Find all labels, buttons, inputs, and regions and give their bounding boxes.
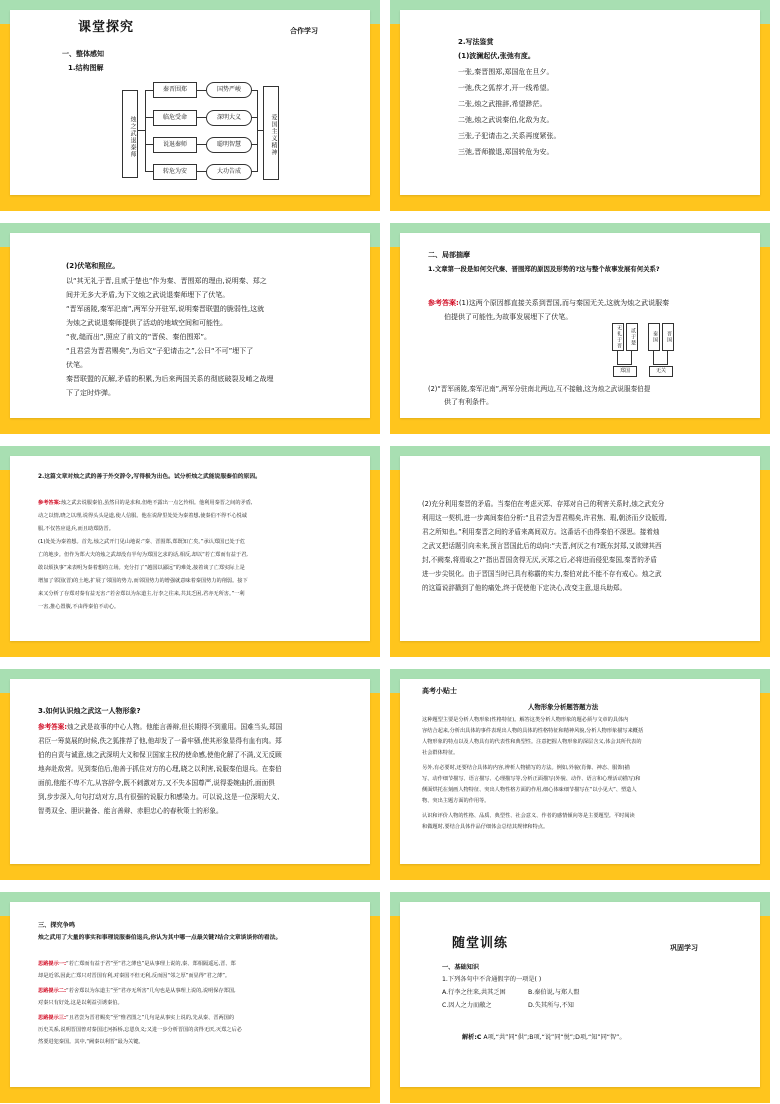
section-tag: 合作学习 xyxy=(290,27,318,35)
answer-line: 增加了邻国(晋)的土地,扩展了邻国的势力,而邻国势力的增强就意味着秦国势力的削弱。接下 xyxy=(38,578,248,584)
tip-line: 侧面烘托在刻画人物特征、突出人物性格方面的作用,细心体味细节描写在“以小见大”、塑造人 xyxy=(422,787,637,793)
text-line: 二弛,烛之武说秦伯,化敌为友。 xyxy=(458,116,554,124)
text-line: 间并无多大矛盾,为下文烛之武说退秦师埋下了伏笔。 xyxy=(66,291,230,299)
slide-card xyxy=(10,902,370,1087)
diagram-oval: 聪明智慧 xyxy=(206,137,252,153)
text-line: 进一步尖锐化。由于晋国当时已具有称霸的实力,秦伯对此不能不存有戒心。烛之武 xyxy=(422,570,662,578)
slide-card xyxy=(400,902,760,1087)
subheading: (1)波澜起伏,张弛有度。 xyxy=(458,52,535,60)
slide-2[interactable] xyxy=(390,0,770,211)
diagram-theme-box: 爱国主义精神 xyxy=(263,86,279,180)
slide-5[interactable] xyxy=(0,446,380,657)
text-line: 封,不阙秦,将焉取之?”指出晋国贪得无厌,灭郑之后,必将进而侵犯秦国,秦晋的矛盾 xyxy=(422,556,657,564)
answer-line: (1)处处为秦着想。首先,烛之武开门见山地说:“秦、晋围郑,郑既知亡矣。”承认郑国已处于危 xyxy=(38,539,246,545)
diagram-box: 无关 xyxy=(649,366,673,377)
hint-line: 然要进犯秦国。其中,“阙秦以利晋”最为关键。 xyxy=(38,1039,144,1045)
hint-line xyxy=(38,959,236,970)
tip-line: 物、突出主题方面的作用等。 xyxy=(422,798,490,804)
question: 烛之武用了大量的事实和事理说服秦伯退兵,你认为其中哪一点最关键?结合文章谈谈你的看法。 xyxy=(38,935,282,941)
heading: 2.写法鉴赏 xyxy=(458,38,494,46)
text-line: “晋军函陵,秦军氾南”,两军分开驻军,说明秦晋联盟的脆弱性,这就 xyxy=(66,305,265,313)
text-line: 为烛之武说退秦师提供了活动的地域空间和可能性。 xyxy=(66,319,227,327)
answer-line: 地奔赴敌营。见到秦伯后,他善于抓住对方的心理,晓之以利害,说服秦伯退兵。在秦伯 xyxy=(38,765,282,773)
answer-line: 伯提供了可能性,为故事发展埋下了伏笔。 xyxy=(444,313,573,321)
text-line: 三张,子犯请击之,关系再度紧张。 xyxy=(458,132,561,140)
answer-line: 到,步步深入,句句打动对方,具有很强的说服力和感染力。可以说,这是一位深明大义、 xyxy=(38,793,284,801)
text-line: 一张,秦晋围郑,郑国危在旦夕。 xyxy=(458,68,554,76)
text-line: 秦晋联盟的瓦解,矛盾的积累,为后来两国关系的彻底破裂及崤之战埋 xyxy=(66,375,274,383)
slide-card xyxy=(400,233,760,418)
answer-line xyxy=(462,1032,626,1044)
tip-line: 这种题型主要是分析人物形象(性格特征)。解答这类分析人物形象的题必须与文章的具体内 xyxy=(422,717,629,723)
subheading: (2)伏笔和照应。 xyxy=(66,262,120,270)
slide-card xyxy=(400,10,760,195)
answer-line xyxy=(428,297,669,309)
slide-card xyxy=(400,456,760,641)
answer-text: (1)这两个原因都直接关系到晋国,而与秦国无关,这就为烛之武说服秦 xyxy=(458,299,670,307)
answer-text: A项,“共”同“供”;B项,“说”同“悦”;D项,“知”同“智”。 xyxy=(483,1034,626,1041)
slide-card xyxy=(10,10,370,195)
text-line: 以“其无礼于晋,且贰于楚也”作为秦、晋围郑的理由,说明秦、郑之 xyxy=(66,277,267,285)
diagram-root-box: 烛之武退秦师 xyxy=(122,90,138,178)
answer-line: 供了有利条件。 xyxy=(444,398,493,406)
answer-label: 参考答案: xyxy=(38,723,68,731)
answer-line: 智勇双全、胆识兼备、能言善辩、赤胆忠心的春秋策士的形象。 xyxy=(38,807,223,815)
answer-label: 解析:C xyxy=(462,1034,482,1041)
answer-line: 来又分析了存郑对秦有益无害:“若舍郑以为东道主,行李之往来,共其乏困,君亦无所害。”一利 xyxy=(38,591,245,597)
text-line: 二张,烛之武推辞,希望渺茫。 xyxy=(458,100,547,108)
hint-line: 却是近邻,因此亡郑只对晋国有利,对秦国不但无利,反而因“邻之厚”而显得“君之薄”。 xyxy=(38,973,231,979)
slide-8[interactable] xyxy=(390,669,770,880)
hint-line xyxy=(38,986,236,997)
question: 1.下列各句中不含通假字的一项是( ) xyxy=(442,976,542,983)
text-line: “夜,缒而出”,照应了前文的“晋侯、秦伯围郑”。 xyxy=(66,333,211,341)
question: 3.如何认识烛之武这一人物形象? xyxy=(38,707,141,715)
heading: 一、整体感知 xyxy=(62,50,104,58)
answer-line xyxy=(38,721,282,733)
hint-label: 思路提示一: xyxy=(38,961,67,967)
answer-line: 一害,推心置腹,不由得秦伯不动心。 xyxy=(38,604,120,610)
diagram-box: 晋国 xyxy=(662,323,674,351)
diagram-oval: 国势严峻 xyxy=(206,82,252,98)
slide-3[interactable] xyxy=(0,223,380,434)
answer-line: 敢以烦执事”来表明为秦着想的立场。充分打了“越国以鄙远”的难处,接着谈了亡郑实际上是 xyxy=(38,565,245,571)
tip-line: 人物形象的特点以及人物具有的代表性和典型性。注意把握人物形象的深层含义,体会其所代表的 xyxy=(422,739,642,745)
heading: 二、局部揣摩 xyxy=(428,251,470,259)
answer-line xyxy=(38,498,253,509)
text-line: 的这篇说辞戳到了他的痛处,终于促使他下定决心,改变主意,退兵助郑。 xyxy=(422,584,627,592)
slide-card xyxy=(10,456,370,641)
slide-1[interactable] xyxy=(0,0,380,211)
text-line: 一弛,佚之狐荐才,开一线希望。 xyxy=(458,84,554,92)
answer-line: 君臣一筹莫展的时候,佚之狐推荐了他,他却发了一番牢骚,使其形象显得有血有肉。郑 xyxy=(38,737,282,745)
hint-line: 对秦只有好处,这是以利益引诱秦伯。 xyxy=(38,1000,123,1006)
diagram-mid-box: 临危受命 xyxy=(153,110,197,126)
slide-title: 随堂训练 xyxy=(452,936,509,951)
tip-tag: 高考小贴士 xyxy=(422,687,457,695)
hint-text: “若舍郑以为东道主”至“君亦无所害”几句也是从事理上说的,说明保存郑国, xyxy=(66,988,236,994)
option-a[interactable]: A.行李之往来,共其乏困 xyxy=(442,989,506,996)
diagram-box: 秦国 xyxy=(648,323,660,351)
tip-line: 容结合起来,分析出具体的事件表现出人物的具体的性格特征和精神风貌,分析人物形象描写来概括 xyxy=(422,728,644,734)
hint-line: 历史关系,说明晋国曾对秦国过河拆桥,忘恩负义;又进一步分析晋国的贪得无厌,灭郑之后必 xyxy=(38,1027,242,1033)
diagram-mid-box: 转危为安 xyxy=(153,164,197,180)
hint-line xyxy=(38,1013,234,1024)
answer-line: (2)“晋军函陵,秦军氾南”,两军分驻南北两边,互不接触,这为烛之武说服秦伯提 xyxy=(428,385,651,393)
text-line: 之武又把话题引向未来,预言晋国此后的动向:“夫晋,何厌之有?既东封郑,又欲肆其西 xyxy=(422,542,662,550)
text-line: 伏笔。 xyxy=(66,361,87,369)
option-b[interactable]: B.秦伯说,与郑人盟 xyxy=(528,989,580,996)
answer-text: 烛之武去说服秦伯,虽然目的是求和,但绝不露出一点乞怜相。他利用秦晋之间的矛盾, xyxy=(60,500,253,506)
slide-card xyxy=(400,679,760,864)
diagram-oval: 大功告成 xyxy=(206,164,252,180)
tip-line: 认识和评价人物的性格、品质、典型性、社会意义、作者的感情倾向等是主要题型。平时阅读 xyxy=(422,813,635,819)
answer-line: 面前,他能不卑不亢,从容辞令,既不刺激对方,又不失本国尊严,说得委婉曲折,面面俱 xyxy=(38,779,275,787)
answer-line: 伯的自责与诚意,烛之武深明大义和保卫国家主权的使命感,使他化解了不满,义无反顾 xyxy=(38,751,282,759)
answer-line: 亡的地步。但作为郑大夫的烛之武却没有半句为郑国乞求的话,相反,却以“若亡郑而有益于君, xyxy=(38,552,248,558)
tip-title: 人物形象分析题答题方法 xyxy=(528,703,599,711)
slide-4[interactable] xyxy=(390,223,770,434)
answer-line: 服,不仅答应退兵,而且助郑防晋。 xyxy=(38,526,114,532)
answer-text: 烛之武是故事的中心人物。他能言善辩,但长期得不到重用。国难当头,郑国 xyxy=(67,723,283,731)
slide-6[interactable] xyxy=(390,446,770,657)
tip-line: 和做题时,要结合具体作品仔细体会总结其规律和特点。 xyxy=(422,824,549,830)
heading: 一、基础知识 xyxy=(442,964,480,971)
tip-line: 另外,有必要时,还要结合具体的内容,辨析人物描写的方法。例如,外貌(肖像、神态、服饰)描 xyxy=(422,765,630,771)
text-line: 下了定时炸弹。 xyxy=(66,389,115,397)
question: 1.文章第一段是如何交代秦、晋围郑的原因及形势的?这与整个故事发展有何关系? xyxy=(428,265,660,273)
answer-line: 动之以情,晓之以理,说得头头是道,使人信服。他在说辞里处处为秦着想,使秦伯不得不心悦诚 xyxy=(38,513,247,519)
text-line: 三弛,晋师撤退,郑国转危为安。 xyxy=(458,148,554,156)
tip-line: 写、动作细节描写、语言描写、心理描写等,分析正面描写(外貌、动作、语言和心理活动描写)和 xyxy=(422,776,641,782)
option-d[interactable]: D.失其所与,不知 xyxy=(528,1002,574,1009)
section-tag: 巩固学习 xyxy=(670,944,698,952)
slide-title: 课堂探究 xyxy=(78,20,135,35)
diagram-mid-box: 说退秦师 xyxy=(153,137,197,153)
hint-label: 思路提示二: xyxy=(38,988,67,994)
slide-9[interactable] xyxy=(0,892,380,1103)
answer-label: 参考答案: xyxy=(38,500,61,506)
slide-card xyxy=(10,233,370,418)
slide-7[interactable] xyxy=(0,669,380,880)
text-line: 君之所知也。”利用秦晋之间的矛盾来离间双方。这番话不由得秦伯不深思。接着烛 xyxy=(422,528,660,536)
question: 2.这篇文章对烛之武的善于外交辞令,写得极为出色。试分析烛之武能说服秦伯的原因。 xyxy=(38,474,261,480)
option-c[interactable]: C.因人之力而敝之 xyxy=(442,1002,492,1009)
diagram-oval: 深明大义 xyxy=(206,110,252,126)
heading: 三、探究争鸣 xyxy=(38,922,76,929)
text-line: (2)充分利用秦晋的矛盾。当秦伯在考虑灭郑、存郑对自己的利害关系时,烛之武充分 xyxy=(422,500,665,508)
slide-10[interactable] xyxy=(390,892,770,1103)
diagram-box: 无礼于晋 xyxy=(612,323,624,351)
answer-label: 参考答案: xyxy=(428,299,459,307)
text-line: “且君尝为晋君赐矣”,为后文“子犯请击之”,公曰“不可”埋下了 xyxy=(66,347,254,355)
hint-label: 思路提示三: xyxy=(38,1015,67,1021)
tip-line: 社会群体特征。 xyxy=(422,750,459,756)
diagram-box: 郑国 xyxy=(613,366,637,377)
slide-card xyxy=(10,679,370,864)
text-line: 利用这一契机,进一步离间秦伯分析:“且君尝为晋君赐矣,许君焦、瑕,朝济而夕设版焉, xyxy=(422,514,667,522)
hint-text: “且君尝为晋君赐矣”至“惟君图之”几句是从事实上说的,先从秦、晋两国的 xyxy=(66,1015,235,1021)
diagram-mid-box: 秦晋围郑 xyxy=(153,82,197,98)
diagram-box: 贰于楚 xyxy=(626,323,638,351)
hint-text: “若亡郑而有益于君”至“君之薄也”是从事理上说的,秦、郑相隔遥远,晋、郑 xyxy=(66,961,236,967)
subheading: 1.结构图解 xyxy=(68,64,104,72)
